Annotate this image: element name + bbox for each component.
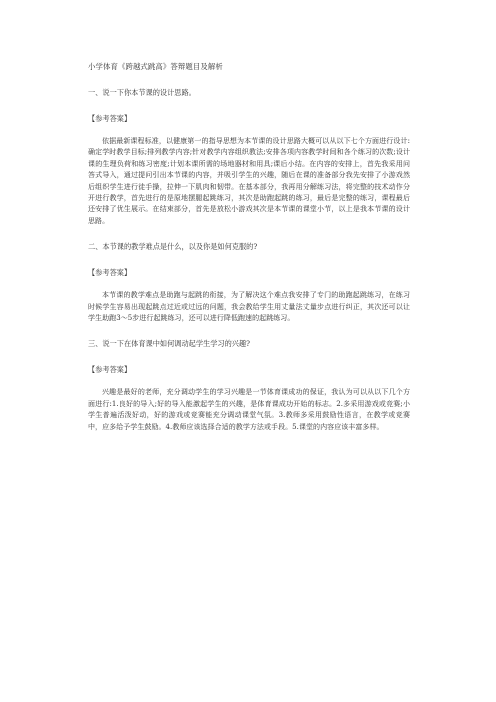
answer-label-3: 【参考答案】 bbox=[88, 365, 132, 375]
answer-paragraph-1: 依据最新课程标准，以健康第一的指导思想为本节课的设计思路大概可以从以下七个方面进行设计:确定学时教学目标;排列教学内容;针对教学内容组织教法;安排各项内容教学时间和各个练习的次数;设计课的生理负荷和练习密度;计划本课所需的场地器材和用具;课后小结。在内容的安排上，首先我采用问答式导入，通过提问引出本节课的内容，并吸引学生的兴趣，随后在课的准备部分我先安排了小游戏然后组织学生进行徒手操，拉伸一下肌肉和韧带。在基本部分，我再用分解练习法，将完整的技术动作分开进行教学，首先进行的是原地摆腿起跳练习，其次是助跑起跳的练习，最后是完整的练习，课程最后还安排了优生展示。在结束部分，首先是放松小游戏其次是本节课的课堂小节，以上是我本节课的设计思路。 bbox=[88, 137, 410, 225]
document-title: 小学体育《跨越式跳高》答辩题目及解析 bbox=[88, 62, 223, 71]
question-heading-2: 二、本节课的教学难点是什么，以及你是如何克服的? bbox=[88, 242, 258, 252]
question-heading-3: 三、说一下在体育课中如何调动起学生学习的兴趣? bbox=[88, 339, 250, 349]
question-heading-1: 一、说一下你本节课的设计思路。 bbox=[88, 88, 196, 97]
answer-label-1: 【参考答案】 bbox=[88, 114, 132, 123]
answer-paragraph-3: 兴趣是最好的老师，充分调动学生的学习兴趣是一节体育课成功的保证，我认为可以从以下几个方面进行:1.良好的导入;好的导入能激起学生的兴趣，是体育课成功开始的标志。2.多采用游戏或竞赛;小学生普遍活泼好动，好的游戏或竞赛能充分调动课堂气氛。3.教师多采用鼓励性语言，在教学或竞赛中，应多给予学生鼓励。4.教师应该选择合适的教学方法或手段。5.课堂的内容应该丰富多样。 bbox=[88, 388, 410, 431]
answer-label-2: 【参考答案】 bbox=[88, 268, 132, 278]
answer-paragraph-2: 本节课的教学难点是助跑与起跳的衔接，为了解决这个难点我安排了专门的助跑起跳练习，在练习时候学生容易出现起跳点过近或过远的问题，我会教给学生用丈量法丈量步点进行纠正，其次还可以让学生助跑3～5步进行起跳练习，还可以进行降低跑速的起跳练习。 bbox=[88, 291, 410, 323]
document-body bbox=[88, 62, 410, 447]
